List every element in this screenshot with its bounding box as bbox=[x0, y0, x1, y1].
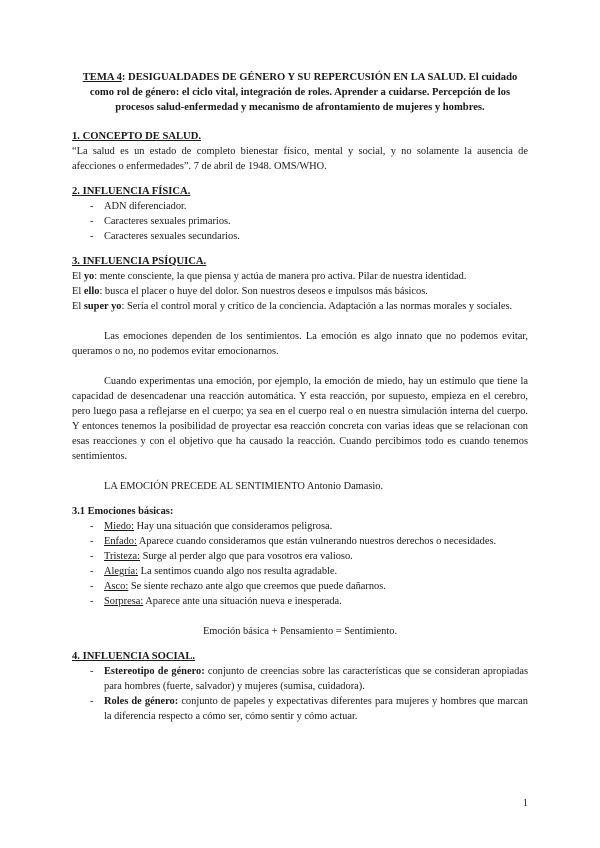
section-heading: 3. INFLUENCIA PSÍQUICA. bbox=[72, 256, 207, 267]
page-number: 1 bbox=[522, 798, 528, 809]
list-item: - Caracteres sexuales primarios. bbox=[90, 216, 231, 227]
section-heading: 1. CONCEPTO DE SALUD. bbox=[72, 131, 202, 142]
emotion-formula: Emoción básica + Pensamiento = Sentimiento. bbox=[202, 626, 398, 637]
section-concepto-salud bbox=[72, 129, 528, 174]
list-item: - Tristeza: Surge al perder algo que para vosotros era valioso. bbox=[90, 551, 353, 562]
damasio-quote: LA EMOCIÓN PRECEDE AL SENTIMIENTO Antonio Damasio. bbox=[104, 481, 384, 492]
title-text: : DESIGUALDADES DE GÉNERO Y SU REPERCUSIÓN EN LA SALUD. El cuidado como rol de género: el ciclo vital, integración de roles. Aprender a cuidarse. Percepción de los procesos salud-enfermedad y mecanismo de afrontamiento de mujeres y hombres. bbox=[89, 72, 518, 113]
list-item: - Alegría: La sentimos cuando algo nos resulta agradable. bbox=[90, 566, 338, 577]
list-item: - Miedo: Hay una situación que consideramos peligrosa. bbox=[90, 521, 333, 532]
emotions-paragraph: Las emociones dependen de los sentimientos. La emoción es algo innato que no podemos evitar, queramos o no, no podemos evitar emocionarnos. bbox=[72, 331, 528, 357]
section-influencia-psiquica bbox=[72, 254, 528, 494]
list-item: - Estereotipo de género: conjunto de creencias sobre las características que se consideran apropiadas para hombres (fuerte, salvador) y mujeres (sumisa, cuidadora). bbox=[90, 666, 528, 692]
who-definition: “La salud es un estado de completo bienestar físico, mental y social, y no solamente la ausencia de afecciones o enfermedades”. 7 de abril de 1948. OMS/WHO. bbox=[72, 146, 528, 172]
list-item: - Asco: Se siente rechazo ante algo que creemos que puede dañarnos. bbox=[90, 581, 386, 592]
section-influencia-fisica bbox=[72, 184, 528, 244]
list bbox=[72, 199, 528, 244]
document-title bbox=[72, 70, 528, 115]
list-item: - Enfado: Aparece cuando consideramos que están vulnerando nuestros derechos o necesidades. bbox=[90, 536, 497, 547]
list-item: - Roles de género: conjunto de papeles y expectativas diferentes para mujeres y hombres que marcan la diferencia respecto a cómo ser, cómo sentir y cómo actuar. bbox=[90, 696, 528, 722]
list-item: - ADN diferenciador. bbox=[90, 201, 187, 212]
list-item: - Caracteres sexuales secundarios. bbox=[90, 231, 240, 242]
tema-label: TEMA 4 bbox=[82, 72, 122, 83]
section-emociones-basicas bbox=[72, 504, 528, 639]
social-list bbox=[72, 664, 528, 724]
yo-paragraph: El yo: mente consciente, la que piensa y actúa de manera pro activa. Pilar de nuestra identidad. bbox=[72, 271, 467, 282]
experience-paragraph: Cuando experimentas una emoción, por ejemplo, la emoción de miedo, hay un estímulo que tiene la capacidad de desencadenar una reacción automática. Y esta reacción, por supuesto, empieza en el cerebro, pero luego pasa a reflejarse en el cuerpo; ya sea en el cuerpo real o en nuestra simulación interna del cuerpo. Y entonces tenemos la posibilidad de proyectar esa reacción concreta con varias ideas que se relacionan con esas reacciones y con el objetivo que ha causado la reacción. Cuando percibimos todo es cuando tenemos sentimientos. bbox=[72, 376, 528, 462]
subsection-heading: 3.1 Emociones básicas: bbox=[72, 506, 174, 517]
ello-paragraph: El ello: busca el placer o huye del dolor. Son nuestros deseos e impulsos más básicos. bbox=[72, 286, 428, 297]
section-heading: 2. INFLUENCIA FÍSICA. bbox=[72, 186, 191, 197]
emotions-list bbox=[72, 519, 528, 609]
section-influencia-social bbox=[72, 649, 528, 724]
document-page bbox=[72, 70, 528, 734]
super-yo-paragraph: El super yo: Sería el control moral y crítico de la conciencia. Adaptación a las normas morales y sociales. bbox=[72, 301, 513, 312]
section-heading: 4. INFLUENCIA SOCIAL. bbox=[72, 651, 196, 662]
list-item: - Sorpresa: Aparece ante una situación nueva e inesperada. bbox=[90, 596, 342, 607]
